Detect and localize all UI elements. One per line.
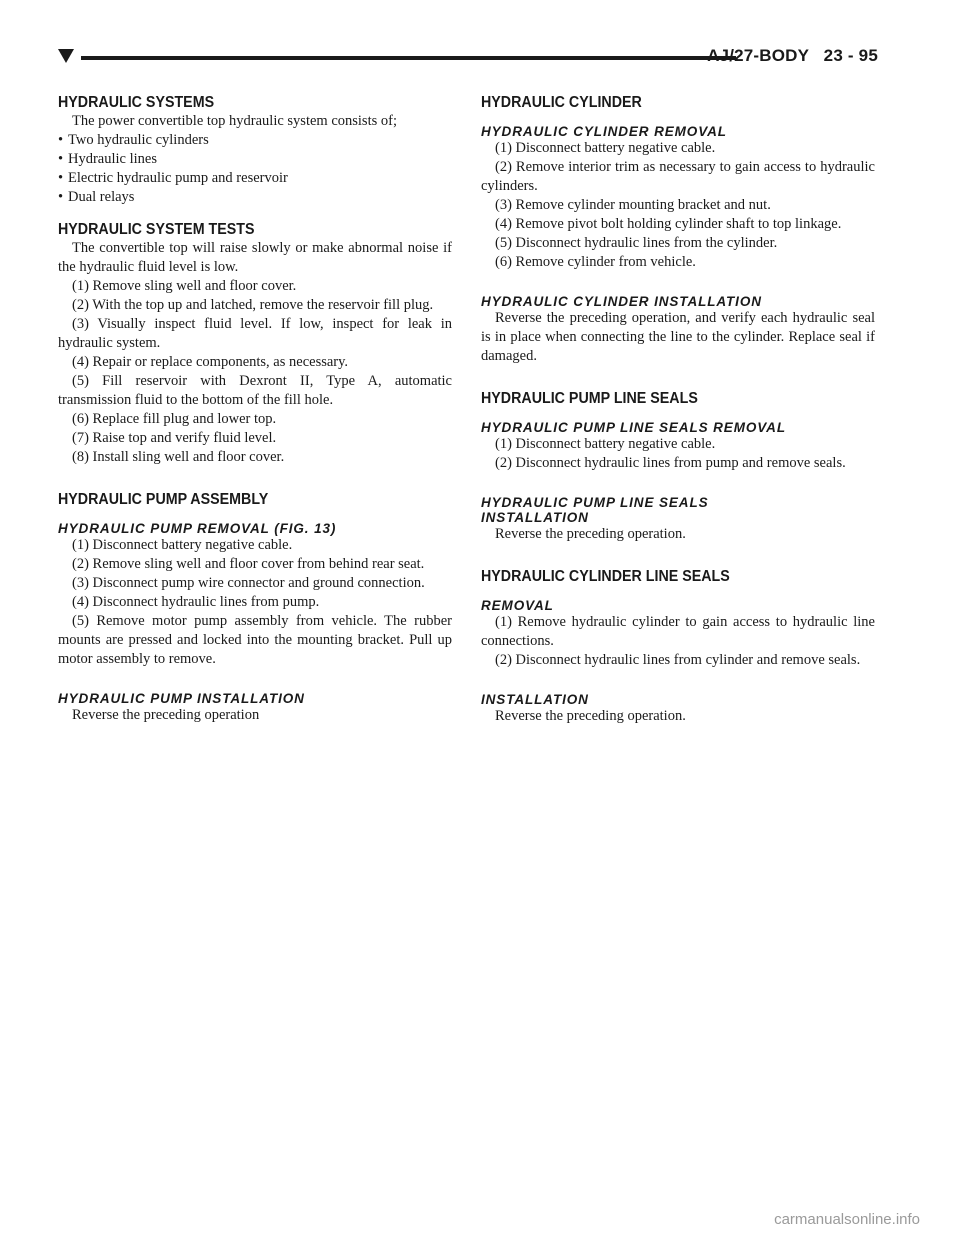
- bullet-icon: •: [58, 170, 64, 186]
- watermark: carmanualsonline.info: [774, 1211, 920, 1228]
- header-rule: [81, 56, 736, 60]
- paragraph: Reverse the preceding operation: [72, 707, 260, 723]
- step: (6) Replace fill plug and lower top.: [72, 411, 277, 427]
- subheading-pump-line-seals-removal: HYDRAULIC PUMP LINE SEALS REMOVAL: [481, 420, 786, 435]
- section-heading-hydraulic-systems: HYDRAULIC SYSTEMS: [58, 94, 215, 111]
- left-column: [58, 94, 452, 725]
- step: (1) Remove sling well and floor cover.: [72, 278, 297, 294]
- step: (3) Disconnect pump wire connector and ground connection.: [72, 575, 425, 591]
- bullet-icon: •: [58, 189, 64, 205]
- step: (1) Remove hydraulic cylinder to gain access to hydraulic line connections.: [481, 614, 875, 649]
- subheading-pump-installation: HYDRAULIC PUMP INSTALLATION: [58, 691, 305, 706]
- step: (3) Visually inspect fluid level. If low, inspect for leak in hydraulic system.: [58, 316, 452, 351]
- section-heading-cylinder: HYDRAULIC CYLINDER: [481, 94, 642, 111]
- section-heading-cylinder-line-seals: HYDRAULIC CYLINDER LINE SEALS: [481, 568, 730, 585]
- section-heading-pump-line-seals: HYDRAULIC PUMP LINE SEALS: [481, 390, 698, 407]
- step: (3) Remove cylinder mounting bracket and nut.: [495, 197, 771, 213]
- step: (8) Install sling well and floor cover.: [72, 449, 285, 465]
- step: (2) Disconnect hydraulic lines from pump and remove seals.: [495, 455, 846, 471]
- paragraph: Reverse the preceding operation, and verify each hydraulic seal is in place when connecting the line to the cylinder. Replace seal if damaged.: [481, 310, 875, 364]
- step: (5) Disconnect hydraulic lines from the cylinder.: [495, 235, 778, 251]
- step: (2) With the top up and latched, remove the reservoir fill plug.: [72, 297, 434, 313]
- list-item: • Electric hydraulic pump and reservoir: [58, 170, 288, 186]
- step: (2) Remove sling well and floor cover from behind rear seat.: [72, 556, 425, 572]
- header-title: AJ/27-BODY 23 - 95: [707, 46, 878, 65]
- paragraph: Reverse the preceding operation.: [495, 708, 686, 724]
- step: (4) Repair or replace components, as necessary.: [72, 354, 349, 370]
- step: (5) Fill reservoir with Dexront II, Type A, automatic transmission fluid to the bottom of the fill hole.: [58, 373, 452, 408]
- triangle-marker-icon: [58, 49, 74, 63]
- page-header: [58, 42, 878, 72]
- subheading-pump-line-seals-installation: HYDRAULIC PUMP LINE SEALS INSTALLATION: [481, 495, 709, 525]
- bullet-icon: •: [58, 151, 64, 167]
- step: (1) Disconnect battery negative cable.: [495, 436, 716, 452]
- component-list: [58, 131, 452, 207]
- subheading-cylinder-installation: HYDRAULIC CYLINDER INSTALLATION: [481, 294, 762, 309]
- step: (6) Remove cylinder from vehicle.: [495, 254, 696, 270]
- subheading-removal: REMOVAL: [481, 598, 554, 613]
- step: (4) Remove pivot bolt holding cylinder shaft to top linkage.: [495, 216, 842, 232]
- paragraph: The convertible top will raise slowly or make abnormal noise if the hydraulic fluid level is low.: [58, 240, 452, 275]
- section-heading-pump-assembly: HYDRAULIC PUMP ASSEMBLY: [58, 491, 269, 508]
- step: (7) Raise top and verify fluid level.: [72, 430, 277, 446]
- list-item: • Dual relays: [58, 189, 135, 205]
- step: (2) Remove interior trim as necessary to gain access to hydraulic cylinders.: [481, 159, 875, 194]
- section-heading-system-tests: HYDRAULIC SYSTEM TESTS: [58, 221, 255, 238]
- list-item: • Hydraulic lines: [58, 151, 157, 167]
- step: (1) Disconnect battery negative cable.: [495, 140, 716, 156]
- subheading-installation: INSTALLATION: [481, 692, 589, 707]
- right-column: [481, 94, 875, 726]
- list-item: • Two hydraulic cylinders: [58, 132, 209, 148]
- subheading-pump-removal: HYDRAULIC PUMP REMOVAL (FIG. 13): [58, 521, 337, 536]
- step: (1) Disconnect battery negative cable.: [72, 537, 293, 553]
- paragraph: Reverse the preceding operation.: [495, 526, 686, 542]
- bullet-icon: •: [58, 132, 64, 148]
- step: (4) Disconnect hydraulic lines from pump.: [72, 594, 320, 610]
- paragraph: The power convertible top hydraulic system consists of;: [72, 113, 397, 129]
- subheading-cylinder-removal: HYDRAULIC CYLINDER REMOVAL: [481, 124, 727, 139]
- step: (5) Remove motor pump assembly from vehicle. The rubber mounts are pressed and locked into the mounting bracket. Pull up motor assembly to remove.: [58, 613, 452, 667]
- step: (2) Disconnect hydraulic lines from cylinder and remove seals.: [495, 652, 861, 668]
